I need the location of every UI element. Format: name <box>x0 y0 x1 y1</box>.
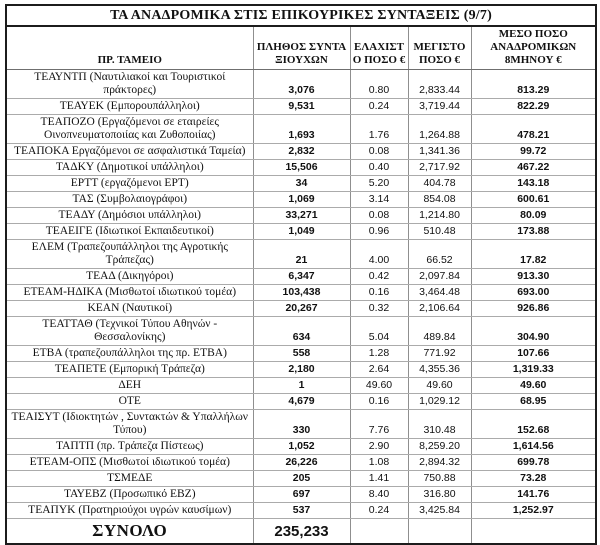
total-avg-empty <box>471 519 596 545</box>
table-row <box>6 208 596 224</box>
avg-amount-cell: 143.18 <box>471 176 596 192</box>
table-row <box>6 362 596 378</box>
total-label: ΣΥΝΟΛΟ <box>6 519 253 545</box>
avg-amount-cell: 68.95 <box>471 394 596 410</box>
max-amount-cell: 489.84 <box>408 317 471 346</box>
min-amount-cell: 1.76 <box>350 115 408 144</box>
count-cell: 1,049 <box>253 224 350 240</box>
max-amount-cell: 49.60 <box>408 378 471 394</box>
avg-amount-cell: 107.66 <box>471 346 596 362</box>
column-header-count: ΠΛΗΘΟΣ ΣΥΝΤΑΞΙΟΥΧΩΝ <box>253 26 350 70</box>
count-cell: 1,052 <box>253 439 350 455</box>
fund-name-cell: ΤΕΑΠΟΖΟ (Εργαζόμενοι σε εταιρείες Οινοπνευματοποιίας και Ζυθοποιίας) <box>6 115 253 144</box>
count-cell: 1 <box>253 378 350 394</box>
max-amount-cell: 404.78 <box>408 176 471 192</box>
count-cell: 558 <box>253 346 350 362</box>
fund-name-cell: ΤΑΣ (Συμβολαιογράφοι) <box>6 192 253 208</box>
count-cell: 697 <box>253 487 350 503</box>
table-row <box>6 224 596 240</box>
avg-amount-cell: 1,319.33 <box>471 362 596 378</box>
count-cell: 205 <box>253 471 350 487</box>
fund-name-cell: ΤΕΑΕΙΓΕ (Ιδιωτικοί Εκπαιδευτικοί) <box>6 224 253 240</box>
avg-amount-cell: 813.29 <box>471 70 596 99</box>
avg-amount-cell: 926.86 <box>471 301 596 317</box>
max-amount-cell: 2,894.32 <box>408 455 471 471</box>
table-row <box>6 144 596 160</box>
avg-amount-cell: 99.72 <box>471 144 596 160</box>
max-amount-cell: 771.92 <box>408 346 471 362</box>
total-count: 235,233 <box>253 519 350 545</box>
fund-name-cell: ΤΕΑΥΝΤΠ (Ναυτιλιακοί και Τουριστικοί πράκτορες) <box>6 70 253 99</box>
fund-name-cell: ΤΕΑΠΥΚ (Πρατηριούχοι υγρών καυσίμων) <box>6 503 253 519</box>
table-row <box>6 487 596 503</box>
max-amount-cell: 1,029.12 <box>408 394 471 410</box>
total-min-empty <box>350 519 408 545</box>
min-amount-cell: 0.42 <box>350 269 408 285</box>
count-cell: 2,832 <box>253 144 350 160</box>
min-amount-cell: 5.20 <box>350 176 408 192</box>
header-row <box>6 26 596 70</box>
column-header-avg: ΜΕΣΟ ΠΟΣΟ ΑΝΑΔΡΟΜΙΚΩΝ 8ΜΗΝΟΥ € <box>471 26 596 70</box>
fund-name-cell: ΤΕΑΙΣΥΤ (Ιδιοκτητών , Συντακτών & Υπαλλήλων Τύπου) <box>6 410 253 439</box>
min-amount-cell: 3.14 <box>350 192 408 208</box>
fund-name-cell: ΤΕΑΔ (Δικηγόροι) <box>6 269 253 285</box>
count-cell: 6,347 <box>253 269 350 285</box>
min-amount-cell: 7.76 <box>350 410 408 439</box>
table-row <box>6 192 596 208</box>
table-row <box>6 455 596 471</box>
fund-name-cell: ΕΛΕΜ (Τραπεζουπάλληλοι της Αγροτικής Τράπεζας) <box>6 240 253 269</box>
avg-amount-cell: 49.60 <box>471 378 596 394</box>
pension-table-container <box>5 4 595 545</box>
fund-name-cell: ΤΑΥΕΒΖ (Προσωπικό ΕΒΖ) <box>6 487 253 503</box>
max-amount-cell: 3,719.44 <box>408 99 471 115</box>
table-row <box>6 346 596 362</box>
min-amount-cell: 2.64 <box>350 362 408 378</box>
count-cell: 2,180 <box>253 362 350 378</box>
fund-name-cell: ΤΕΑΤΤΑΘ (Τεχνικοί Τύπου Αθηνών - Θεσσαλονίκης) <box>6 317 253 346</box>
min-amount-cell: 49.60 <box>350 378 408 394</box>
column-header-max: ΜΕΓΙΣΤΟ ΠΟΣΟ € <box>408 26 471 70</box>
max-amount-cell: 66.52 <box>408 240 471 269</box>
avg-amount-cell: 467.22 <box>471 160 596 176</box>
min-amount-cell: 0.16 <box>350 394 408 410</box>
min-amount-cell: 0.16 <box>350 285 408 301</box>
max-amount-cell: 2,833.44 <box>408 70 471 99</box>
min-amount-cell: 0.24 <box>350 503 408 519</box>
fund-name-cell: ΤΑΠΤΠ (πρ. Τράπεζα Πίστεως) <box>6 439 253 455</box>
table-row <box>6 70 596 99</box>
count-cell: 1,693 <box>253 115 350 144</box>
count-cell: 330 <box>253 410 350 439</box>
min-amount-cell: 1.41 <box>350 471 408 487</box>
min-amount-cell: 8.40 <box>350 487 408 503</box>
column-header-fund: ΠΡ. ΤΑΜΕΙΟ <box>6 26 253 70</box>
fund-name-cell: ΤΕΑΠΕΤΕ (Εμπορική Τράπεζα) <box>6 362 253 378</box>
table-title: ΤΑ ΑΝΑΔΡΟΜΙΚΑ ΣΤΙΣ ΕΠΙΚΟΥΡΙΚΕΣ ΣΥΝΤΑΞΕΙΣ (9/7) <box>6 5 596 26</box>
count-cell: 15,506 <box>253 160 350 176</box>
max-amount-cell: 854.08 <box>408 192 471 208</box>
min-amount-cell: 0.96 <box>350 224 408 240</box>
avg-amount-cell: 1,614.56 <box>471 439 596 455</box>
max-amount-cell: 3,464.48 <box>408 285 471 301</box>
min-amount-cell: 0.80 <box>350 70 408 99</box>
max-amount-cell: 1,341.36 <box>408 144 471 160</box>
max-amount-cell: 1,214.80 <box>408 208 471 224</box>
min-amount-cell: 1.08 <box>350 455 408 471</box>
min-amount-cell: 1.28 <box>350 346 408 362</box>
count-cell: 34 <box>253 176 350 192</box>
count-cell: 33,271 <box>253 208 350 224</box>
fund-name-cell: ΕΤΕΑΜ-ΗΔΙΚΑ (Μισθωτοί ιδιωτικού τομέα) <box>6 285 253 301</box>
min-amount-cell: 0.08 <box>350 208 408 224</box>
table-row <box>6 317 596 346</box>
avg-amount-cell: 913.30 <box>471 269 596 285</box>
fund-name-cell: ΤΕΑΠΟΚΑ Εργαζόμενοι σε ασφαλιστικά Ταμεία) <box>6 144 253 160</box>
max-amount-cell: 4,355.36 <box>408 362 471 378</box>
title-row <box>6 5 596 26</box>
min-amount-cell: 0.40 <box>350 160 408 176</box>
table-row <box>6 503 596 519</box>
table-row <box>6 240 596 269</box>
count-cell: 103,438 <box>253 285 350 301</box>
count-cell: 3,076 <box>253 70 350 99</box>
fund-name-cell: ΔΕΗ <box>6 378 253 394</box>
count-cell: 634 <box>253 317 350 346</box>
pension-table <box>5 4 597 545</box>
min-amount-cell: 0.32 <box>350 301 408 317</box>
count-cell: 1,069 <box>253 192 350 208</box>
fund-name-cell: ΕΤΕΑΜ-ΟΠΣ (Μισθωτοί ιδιωτικού τομέα) <box>6 455 253 471</box>
table-row <box>6 269 596 285</box>
avg-amount-cell: 822.29 <box>471 99 596 115</box>
avg-amount-cell: 141.76 <box>471 487 596 503</box>
min-amount-cell: 4.00 <box>350 240 408 269</box>
max-amount-cell: 3,425.84 <box>408 503 471 519</box>
count-cell: 26,226 <box>253 455 350 471</box>
avg-amount-cell: 699.78 <box>471 455 596 471</box>
min-amount-cell: 0.24 <box>350 99 408 115</box>
avg-amount-cell: 600.61 <box>471 192 596 208</box>
table-body <box>6 70 596 519</box>
max-amount-cell: 2,106.64 <box>408 301 471 317</box>
table-row <box>6 394 596 410</box>
fund-name-cell: ΚΕΑΝ (Ναυτικοί) <box>6 301 253 317</box>
fund-name-cell: ΕΡΤΤ (εργαζόμενοι ΕΡΤ) <box>6 176 253 192</box>
max-amount-cell: 310.48 <box>408 410 471 439</box>
fund-name-cell: ΤΕΑΥΕΚ (Εμπορουπάλληλοι) <box>6 99 253 115</box>
total-max-empty <box>408 519 471 545</box>
table-row <box>6 439 596 455</box>
fund-name-cell: ΤΑΔΚΥ (Δημοτικοί υπάλληλοι) <box>6 160 253 176</box>
max-amount-cell: 2,097.84 <box>408 269 471 285</box>
min-amount-cell: 0.08 <box>350 144 408 160</box>
table-row <box>6 301 596 317</box>
count-cell: 21 <box>253 240 350 269</box>
avg-amount-cell: 1,252.97 <box>471 503 596 519</box>
table-row <box>6 160 596 176</box>
count-cell: 537 <box>253 503 350 519</box>
avg-amount-cell: 478.21 <box>471 115 596 144</box>
avg-amount-cell: 17.82 <box>471 240 596 269</box>
min-amount-cell: 2.90 <box>350 439 408 455</box>
max-amount-cell: 2,717.92 <box>408 160 471 176</box>
table-row <box>6 471 596 487</box>
count-cell: 20,267 <box>253 301 350 317</box>
table-row <box>6 285 596 301</box>
avg-amount-cell: 73.28 <box>471 471 596 487</box>
table-row <box>6 99 596 115</box>
fund-name-cell: ΟΤΕ <box>6 394 253 410</box>
max-amount-cell: 750.88 <box>408 471 471 487</box>
column-header-min: ΕΛΑΧΙΣΤΟ ΠΟΣΟ € <box>350 26 408 70</box>
avg-amount-cell: 80.09 <box>471 208 596 224</box>
count-cell: 9,531 <box>253 99 350 115</box>
avg-amount-cell: 304.90 <box>471 317 596 346</box>
max-amount-cell: 8,259.20 <box>408 439 471 455</box>
fund-name-cell: ΤΣΜΕΔΕ <box>6 471 253 487</box>
min-amount-cell: 5.04 <box>350 317 408 346</box>
fund-name-cell: ΕΤΒΑ (τραπεζουπάλληλοι της πρ. ΕΤΒΑ) <box>6 346 253 362</box>
count-cell: 4,679 <box>253 394 350 410</box>
total-row <box>6 519 596 545</box>
avg-amount-cell: 173.88 <box>471 224 596 240</box>
table-row <box>6 115 596 144</box>
max-amount-cell: 1,264.88 <box>408 115 471 144</box>
avg-amount-cell: 693.00 <box>471 285 596 301</box>
avg-amount-cell: 152.68 <box>471 410 596 439</box>
max-amount-cell: 316.80 <box>408 487 471 503</box>
table-row <box>6 410 596 439</box>
fund-name-cell: ΤΕΑΔΥ (Δημόσιοι υπάλληλοι) <box>6 208 253 224</box>
max-amount-cell: 510.48 <box>408 224 471 240</box>
table-row <box>6 378 596 394</box>
table-row <box>6 176 596 192</box>
